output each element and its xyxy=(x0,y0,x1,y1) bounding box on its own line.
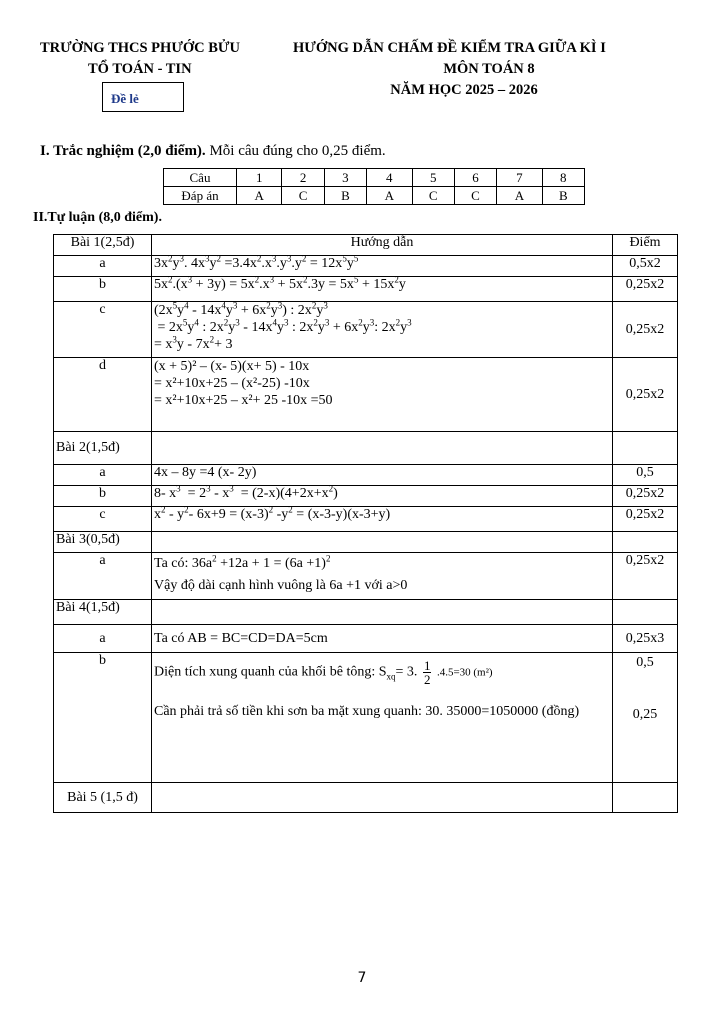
table-header-row xyxy=(54,235,678,256)
answer-cell: A xyxy=(497,187,542,205)
school-name: TRƯỜNG THCS PHƯỚC BỬU xyxy=(40,40,240,56)
part-label: c xyxy=(54,507,152,532)
part-label: a xyxy=(54,465,152,486)
score-cell xyxy=(613,532,678,553)
table-row xyxy=(54,653,678,783)
problem-title: Bài 2(1,5đ) xyxy=(54,432,152,465)
guide-cell: 4x – 8y =4 (x- 2y) xyxy=(152,465,613,486)
problem-title: Bài 4(1,5đ) xyxy=(54,600,152,625)
table-row xyxy=(54,256,678,277)
guide-cell: 8- $x^3 = 2^3 - x^3 = (2-x)(4+2x+x^2)$ xyxy=(152,486,613,507)
header-guide: Hướng dẫn xyxy=(152,235,613,256)
table-row xyxy=(54,600,678,625)
answer-row-label: Đáp án xyxy=(164,187,237,205)
answer-cell: C xyxy=(412,187,454,205)
question-cell: 2 xyxy=(282,169,324,187)
score-cell: 0,25x3 xyxy=(613,625,678,653)
fraction xyxy=(423,659,432,686)
question-cell: 1 xyxy=(237,169,282,187)
score-cell xyxy=(613,432,678,465)
fraction-numerator: 1 xyxy=(423,658,431,673)
guide-cell: $3x^2y^3$. $4x^3y^2 =3.4x^2.x^3.y^3.y^2 = 12x^5y^5$ xyxy=(152,256,613,277)
doc-title: HƯỚNG DẪN CHẤM ĐỀ KIỂM TRA GIỮA KÌ I xyxy=(293,40,606,56)
part-label: c xyxy=(54,302,152,358)
guide-text: .4.5=30 (m²) xyxy=(436,666,493,679)
page-number: 7 xyxy=(357,970,367,986)
score-cell: 0,25x2 xyxy=(613,358,678,432)
table-row xyxy=(54,358,678,432)
table-row xyxy=(54,465,678,486)
department-name: TỔ TOÁN - TIN xyxy=(88,61,192,77)
answer-table-row-questions xyxy=(164,169,585,187)
score-cell: 0,5 xyxy=(613,465,678,486)
answer-cell: B xyxy=(542,187,584,205)
guide-cell xyxy=(152,783,613,813)
part-label: a xyxy=(54,553,152,600)
guide-cell: Ta có: $36a^2 +12a + 1 = (6a +1)^2$ Vậy độ dài cạnh hình vuông là 6a +1 với a>0 xyxy=(152,553,613,600)
header-problem: Bài 1(2,5đ) xyxy=(54,235,152,256)
part-label: a xyxy=(54,256,152,277)
section1-title: I. Trắc nghiệm (2,0 điểm). xyxy=(40,143,206,159)
guide-cell xyxy=(152,432,613,465)
section1-heading xyxy=(40,143,386,160)
section2-title: II.Tự luận (8,0 điểm). xyxy=(33,210,162,225)
table-row xyxy=(54,532,678,553)
table-row xyxy=(54,625,678,653)
answer-table-row-answers xyxy=(164,187,585,205)
score-value: 0,5 xyxy=(636,655,654,670)
section1-note: Mỗi câu đúng cho 0,25 điểm. xyxy=(209,143,386,159)
question-cell: 3 xyxy=(324,169,366,187)
guide-text: = 3. xyxy=(395,664,418,680)
answer-cell: A xyxy=(367,187,412,205)
question-cell: 7 xyxy=(497,169,542,187)
part-label: b xyxy=(54,653,152,783)
table-row xyxy=(54,486,678,507)
fraction-denominator: 2 xyxy=(423,672,431,687)
table-row xyxy=(54,277,678,302)
table-row xyxy=(54,783,678,813)
table-row xyxy=(54,302,678,358)
guide-line: = x²+10x+25 – (x²-25) -10x xyxy=(154,376,310,391)
part-label: d xyxy=(54,358,152,432)
score-value: 0,25 xyxy=(632,707,658,722)
grading-table xyxy=(53,234,678,813)
score-cell xyxy=(613,653,678,783)
answer-table xyxy=(163,168,585,205)
answer-row-label: Câu xyxy=(164,169,237,187)
part-label: a xyxy=(54,625,152,653)
score-cell: 0,25x2 xyxy=(613,486,678,507)
answer-cell: A xyxy=(237,187,282,205)
score-cell xyxy=(613,600,678,625)
table-row xyxy=(54,507,678,532)
guide-cell xyxy=(152,532,613,553)
table-row xyxy=(54,553,678,600)
problem-title: Bài 5 (1,5 đ) xyxy=(54,783,152,813)
score-cell: 0,25x2 xyxy=(613,507,678,532)
school-year: NĂM HỌC 2025 – 2026 xyxy=(390,82,538,98)
score-cell: 0,25x2 xyxy=(613,553,678,600)
score-cell: 0,25x2 xyxy=(613,277,678,302)
score-cell: 0,25x2 xyxy=(613,302,678,358)
guide-subscript: xq xyxy=(386,671,396,682)
answer-cell: B xyxy=(324,187,366,205)
guide-line: Vậy độ dài cạnh hình vuông là 6a +1 với a>0 xyxy=(154,578,408,593)
part-label: b xyxy=(54,277,152,302)
answer-cell: C xyxy=(454,187,496,205)
variant-label: Đề lẻ xyxy=(111,91,139,106)
answer-cell: C xyxy=(282,187,324,205)
problem-title: Bài 3(0,5đ) xyxy=(54,532,152,553)
question-cell: 5 xyxy=(412,169,454,187)
question-cell: 6 xyxy=(454,169,496,187)
guide-text: Diện tích xung quanh của khối bê tông: S xyxy=(154,664,387,680)
guide-cell: $5x^2.(x^3 + 3y) = 5x^2.x^3 + 5x^2.3y = 5x^5 + 15x^2y$ xyxy=(152,277,613,302)
question-cell: 8 xyxy=(542,169,584,187)
header-score: Điểm xyxy=(613,235,678,256)
guide-cell xyxy=(152,653,613,783)
guide-cell xyxy=(152,600,613,625)
doc-subject: MÔN TOÁN 8 xyxy=(443,61,535,77)
score-cell: 0,5x2 xyxy=(613,256,678,277)
guide-cell: Ta có AB = BC=CD=DA=5cm xyxy=(152,625,613,653)
table-row xyxy=(54,432,678,465)
score-cell xyxy=(613,783,678,813)
guide-cell: $x^2 - y^2-$ $6x+9 = (x-3)^2$ $-y^2 = (x-3-y)(x-3+y)$ xyxy=(152,507,613,532)
guide-line: Cần phải trả số tiền khi sơn ba mặt xung quanh: 30. 35000=1050000 (đồng) xyxy=(154,704,580,719)
variant-box xyxy=(102,82,184,112)
guide-cell xyxy=(152,358,613,432)
question-cell: 4 xyxy=(367,169,412,187)
guide-line: (x + 5)² – (x- 5)(x+ 5) - 10x xyxy=(154,359,310,374)
guide-cell: $(2x^5y^4 - 14x^4y^3 + 6x^2y^3)$ : $2x^2y^3$ = $2x^5y^4$ : $2x^2y^3 - 14x^4y^3$ : $2x^2y^3 + 6x^2y^3$: $2x^2y^3$ = $x^3y - 7x^2+ 3$ xyxy=(152,302,613,358)
part-label: b xyxy=(54,486,152,507)
guide-line: = x²+10x+25 – x²+ 25 -10x =50 xyxy=(154,393,333,408)
